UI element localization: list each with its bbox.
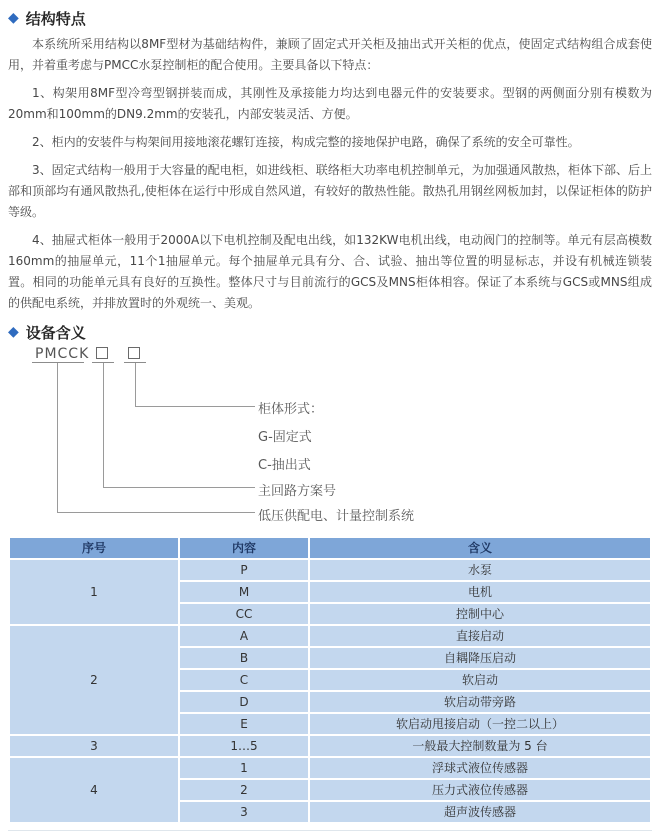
meaning-cell: 电机 <box>309 581 651 603</box>
structure-paragraph-3: 3、固定式结构一般用于大容量的配电柜，如进线柜、联络柜大功率电机控制单元，为加强通风散热，柜体下部、后上部和顶部均有通风散热孔,使柜体在运行中形成自然风道，有较好的散热性能。散热孔用钢丝网板加封，以保证柜体的防护等级。 <box>8 163 652 219</box>
diamond-bullet-icon: ◆ <box>8 324 19 340</box>
meaning-cell: 超声波传感器 <box>309 801 651 823</box>
table-header-row <box>9 537 651 559</box>
label-fixed-type: G-固定式 <box>258 430 312 445</box>
model-code-diagram <box>8 346 652 536</box>
meaning-cell: 软启动带旁路 <box>309 691 651 713</box>
diamond-bullet-icon: ◆ <box>8 10 19 26</box>
content-cell: E <box>179 713 309 735</box>
meaning-cell: 水泵 <box>309 559 651 581</box>
table-row <box>9 559 651 581</box>
section-device-meaning-title: 设备含义 <box>25 323 86 342</box>
label-cabinet-type: 柜体形式： <box>258 402 324 417</box>
header-meaning: 含义 <box>309 537 651 559</box>
meaning-cell: 一般最大控制数量为 5 台 <box>309 735 651 757</box>
structure-paragraph-intro: 本系统所采用结构以8MF型材为基础结构件，兼顾了固定式开关柜及抽出式开关柜的优点，使固定式结构组合成套使用，并着重考虑与PMCC水泵控制柜的配合使用。主要具备以下特点： <box>8 37 652 72</box>
content-cell: 1…5 <box>179 735 309 757</box>
content-cell: A <box>179 625 309 647</box>
serial-number-cell: 1 <box>9 559 179 625</box>
content-cell: D <box>179 691 309 713</box>
table-row <box>9 625 651 647</box>
code-placeholder-box-1 <box>96 347 108 359</box>
serial-number-cell: 3 <box>9 735 179 757</box>
section-structure-heading <box>8 8 652 28</box>
model-code-text: PMCCK <box>35 346 90 362</box>
meaning-cell: 自耦降压启动 <box>309 647 651 669</box>
content-cell: B <box>179 647 309 669</box>
meaning-table <box>8 536 652 824</box>
meaning-cell: 软启动 <box>309 669 651 691</box>
serial-number-cell: 2 <box>9 625 179 735</box>
table-row <box>9 735 651 757</box>
connector-system <box>57 363 255 513</box>
content-cell: M <box>179 581 309 603</box>
meaning-table-body <box>9 559 651 823</box>
meaning-cell: 软启动甩接启动（一控二以上） <box>309 713 651 735</box>
content-cell: 3 <box>179 801 309 823</box>
serial-number-cell: 4 <box>9 757 179 823</box>
page-bottom-rule <box>8 830 652 831</box>
header-content: 内容 <box>179 537 309 559</box>
content-cell: 1 <box>179 757 309 779</box>
structure-paragraph-4: 4、抽屉式柜体一般用于2000A以下电机控制及配电出线，如132KW电机出线，电动阀门的控制等。单元有层高模数160mm的抽屉单元，11个1抽屉单元。每个抽屉单元具有分、合、试验、抽出等位置的明显标志，并设有机械连锁装置。相同的功能单元具有良好的互换性。整体尺寸与目前流行的GCS及MNS柜体相容。保证了本系统与GCS或MNS组成的供配电系统，并排放置时的外观统一、美观。 <box>8 233 652 310</box>
section-device-meaning-heading <box>8 322 652 342</box>
label-scheme-number: 主回路方案号 <box>258 484 337 499</box>
label-system: 低压供配电、计量控制系统 <box>258 509 415 524</box>
table-row <box>9 757 651 779</box>
meaning-cell: 浮球式液位传感器 <box>309 757 651 779</box>
meaning-cell: 控制中心 <box>309 603 651 625</box>
content-cell: CC <box>179 603 309 625</box>
section-structure-title: 结构特点 <box>25 9 86 28</box>
content-cell: P <box>179 559 309 581</box>
meaning-cell: 直接启动 <box>309 625 651 647</box>
content-cell: C <box>179 669 309 691</box>
code-placeholder-box-2 <box>128 347 140 359</box>
structure-paragraph-1: 1、构架用8MF型冷弯型钢拼装而成，其刚性及承接能力均达到电器元件的安装要求。型钢的两侧面分别有模数为20mm和100mm的DN9.2mm的安装孔，内部安装灵活、方便。 <box>8 86 652 121</box>
header-serial-number: 序号 <box>9 537 179 559</box>
content-cell: 2 <box>179 779 309 801</box>
label-drawout-type: C-抽出式 <box>258 458 311 473</box>
meaning-cell: 压力式液位传感器 <box>309 779 651 801</box>
structure-paragraph-2: 2、柜内的安装件与构架间用接地滚花螺钉连接，构成完整的接地保护电路，确保了系统的安全可靠性。 <box>32 135 580 149</box>
